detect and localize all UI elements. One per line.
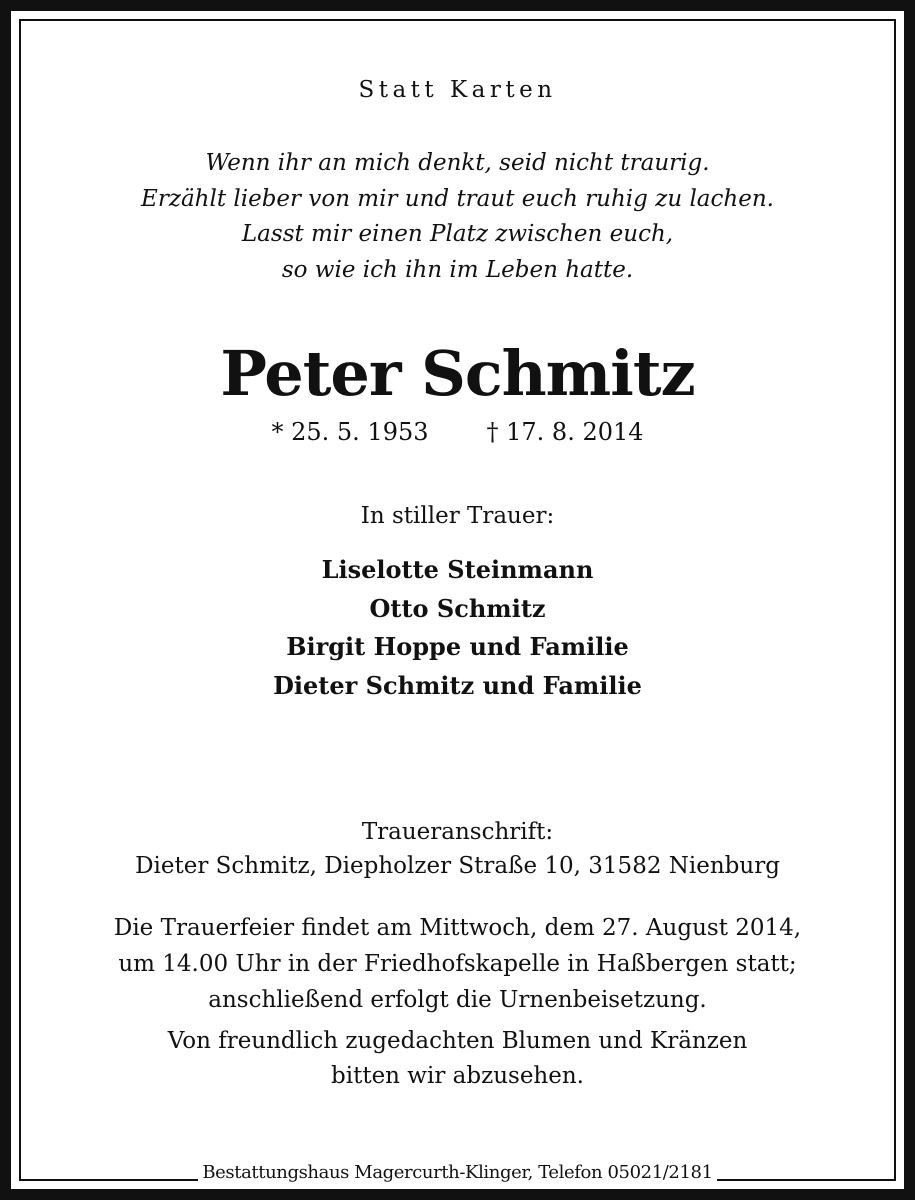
mourning-label: In stiller Trauer: [360,503,555,529]
address-label: Traueranschrift: [361,819,554,845]
poem [0,146,915,288]
service-line: Die Trauerfeier findet am Mittwoch, dem 27. August 2014, [113,915,802,941]
mourning-address [0,815,915,883]
mourner-name: Liselotte Steinmann [321,555,594,584]
mourner-name: Otto Schmitz [369,593,546,623]
poem-line: Lasst mir einen Platz zwischen euch, [241,221,674,247]
service-line: um 14.00 Uhr in der Friedhofskapelle in Haßbergen statt; [118,951,797,977]
flowers-line: Von freundlich zugedachten Blumen und Kränzen [167,1028,748,1054]
address-value: Dieter Schmitz, Diepholzer Straße 10, 31582 Nienburg [135,853,780,879]
life-dates [0,418,915,446]
birth-date: * 25. 5. 1953 [271,418,429,446]
deceased-name: Peter Schmitz [220,337,695,410]
mourner-name: Dieter Schmitz und Familie [273,670,642,700]
footer [0,1163,915,1183]
flowers-line: bitten wir abzusehen. [331,1063,584,1089]
poem-line: Wenn ihr an mich denkt, seid nicht traurig. [205,150,710,176]
header-text: Statt Karten [358,77,557,103]
mourners-list [0,551,915,705]
service-line: anschließend erfolgt die Urnenbeisetzung. [208,987,707,1013]
poem-line: so wie ich ihn im Leben hatte. [281,256,634,283]
funeral-service-info [0,910,915,1018]
mourner-name: Birgit Hoppe und Familie [286,632,629,661]
poem-line: Erzählt lieber von mir und traut euch ruhig zu lachen. [141,185,774,212]
death-date: † 17. 8. 2014 [486,418,644,446]
flowers-note [0,1024,915,1094]
funeral-home-contact: Bestattungshaus Magercurth-Klinger, Telefon 05021/2181 [198,1163,716,1183]
